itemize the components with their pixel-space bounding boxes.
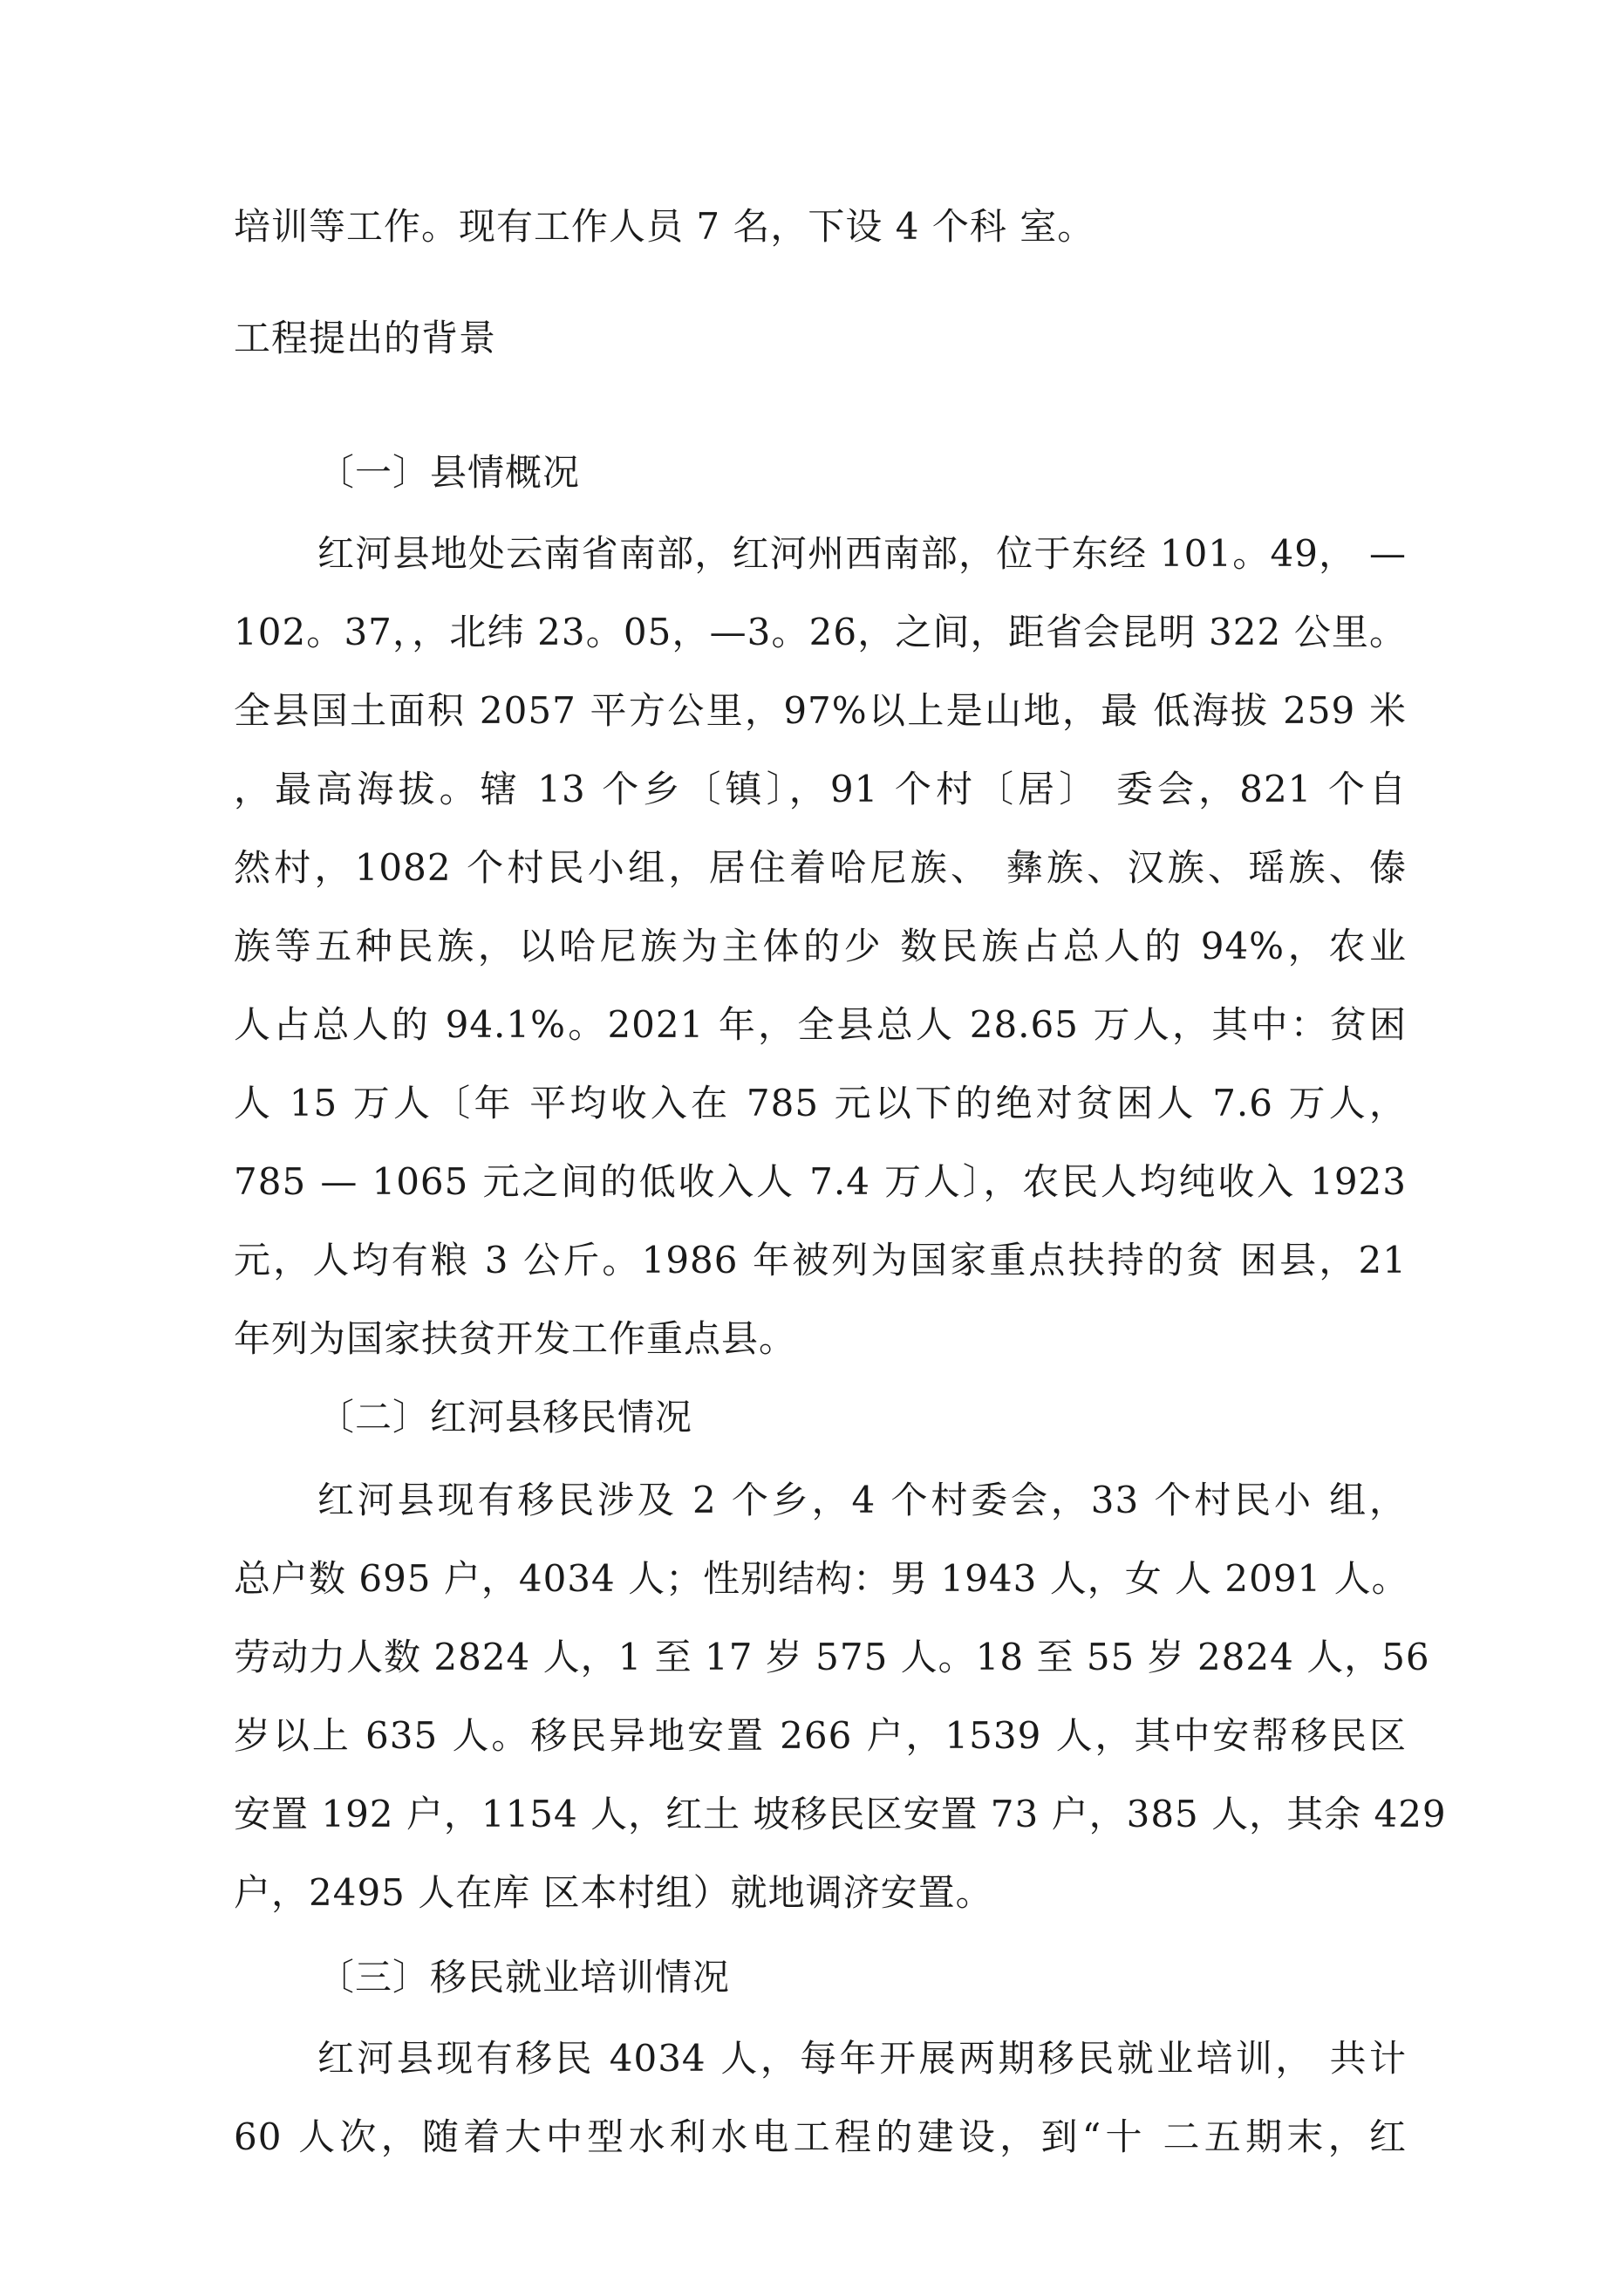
text-line-14: 年列为国家扶贫开发工作重点县。 [234, 1317, 797, 1360]
text-line-8: 然村，1082 个村民小组，居住着哈尼族、 彝族、汉族、瑶族、傣 [234, 846, 1407, 889]
text-line-17: 总户数 695 户，4034 人；性别结构：男 1943 人，女 人 2091 人。 [234, 1557, 1409, 1600]
text-line-19: 岁以上 635 人。移民异地安置 266 户，1539 人，其中安帮移民区 [234, 1714, 1407, 1757]
subsection-heading-migrants: 〔二〕红河县移民情况 [317, 1396, 693, 1438]
text-line-24: 60 人次，随着大中型水利水电工程的建设，到“十 二五期末，红 [234, 2115, 1407, 2158]
text-line-16: 红河县现有移民涉及 2 个乡，4 个村委会，33 个村民小 组， [317, 1479, 1407, 1521]
subsection-heading-training: 〔三〕移民就业培训情况 [317, 1956, 731, 1999]
text-line-20: 安置 192 户，1154 人，红土 坡移民区安置 73 户，385 人，其余 429 [234, 1793, 1447, 1835]
text-line-9: 族等五种民族，以哈尼族为主体的少 数民族占总人的 94%，农业 [234, 925, 1407, 967]
text-line-23: 红河县现有移民 4034 人，每年开展两期移民就业培训， 共计 [317, 2037, 1407, 2080]
text-line-5: 102。37，，北纬 23。05，—3。26，之间，距省会昆明 322 公里。 [234, 611, 1407, 653]
text-line-12: 785 — 1065 元之间的低收入人 7.4 万人〕，农民人均纯收入 1923 [234, 1160, 1407, 1203]
text-line-10: 人占总人的 94.1%。2021 年，全县总人 28.65 万人，其中：贫困 [234, 1003, 1407, 1046]
text-line-18: 劳动力人数 2824 人，1 至 17 岁 575 人。18 至 55 岁 2824 人，56 [234, 1636, 1430, 1678]
text-line-4: 红河县地处云南省南部，红河州西南部，位于东经 101。49， — [317, 532, 1407, 575]
text-line-7: ，最高海拔。辖 13 个乡〔镇〕，91 个村〔居〕 委会，821 个自 [234, 768, 1407, 810]
text-line-21: 户，2495 人在库 区本村组）就地调济安置。 [234, 1871, 993, 1914]
section-heading-background: 工程提出的背景 [234, 317, 497, 359]
text-line-13: 元，人均有粮 3 公斤。1986 年被列为国家重点扶持的贫 困县，21 [234, 1239, 1407, 1281]
text-line-1: 培训等工作。现有工作人员 7 名，下设 4 个科 室。 [234, 205, 1095, 248]
subsection-heading-county: 〔一〕县情概况 [317, 451, 581, 494]
text-line-11: 人 15 万人〔年 平均收入在 785 元以下的绝对贫困人 7.6 万人， [234, 1082, 1407, 1124]
text-line-6: 全县国土面积 2057 平方公里，97%以上是山地，最 低海拔 259 米 [234, 689, 1407, 732]
